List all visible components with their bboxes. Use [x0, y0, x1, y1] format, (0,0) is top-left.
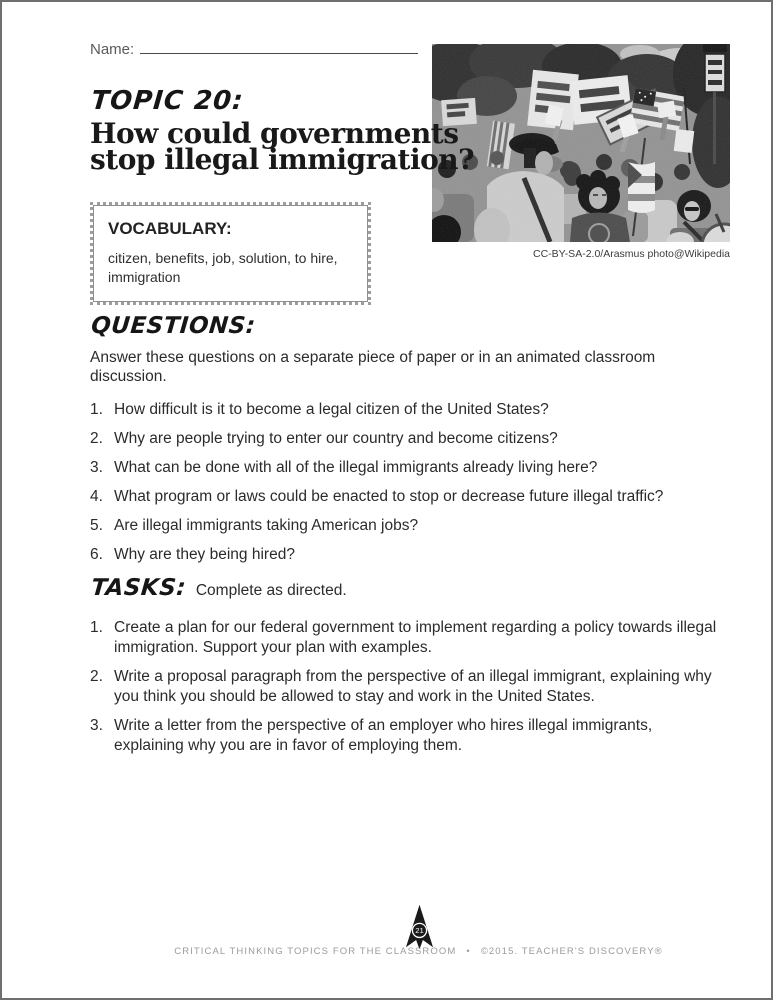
question-item — [90, 429, 714, 448]
footer-copyright: ©2015. TEACHER'S DISCOVERY® — [480, 946, 663, 957]
question-item — [90, 458, 714, 477]
question-number: 4. — [90, 488, 103, 505]
publisher-logo-icon — [405, 904, 434, 950]
tasks-heading: TASKS: — [90, 575, 188, 601]
task-number: 2. — [90, 668, 103, 685]
question-number: 3. — [90, 459, 103, 476]
task-text: Create a plan for our federal government to implement regarding a policy towards illegal immigration. Support your plan with examples. — [114, 619, 717, 656]
questions-heading: QUESTIONS: — [90, 313, 257, 339]
footer-series: CRITICAL THINKING TOPICS FOR THE CLASSROOM — [174, 946, 457, 957]
questions-list — [90, 400, 714, 564]
task-item — [90, 618, 717, 658]
vocabulary-words: citizen, benefits, job, solution, to hire, immigration — [108, 250, 338, 285]
footer-bullet: • — [466, 946, 471, 957]
task-number: 3. — [90, 717, 103, 734]
footer-line — [66, 946, 771, 957]
tasks-list — [90, 618, 717, 756]
question-item — [90, 516, 714, 535]
question-text: Why are people trying to enter our country and become citizens? — [114, 430, 558, 447]
tasks-section — [90, 574, 717, 765]
question-text: Why are they being hired? — [114, 546, 295, 563]
page-title-line2: stop illegal immigration? — [90, 143, 475, 176]
question-text: What program or laws could be enacted to stop or decrease future illegal traffic? — [114, 488, 664, 505]
question-number: 1. — [90, 401, 103, 418]
question-number: 2. — [90, 430, 103, 447]
question-text: How difficult is it to become a legal citizen of the United States? — [114, 401, 549, 418]
question-text: What can be done with all of the illegal immigrants already living here? — [114, 459, 598, 476]
questions-intro: Answer these questions on a separate piece of paper or in an animated classroom discussion. — [90, 349, 656, 385]
question-item — [90, 400, 714, 419]
name-blank-line — [140, 40, 418, 54]
questions-section — [90, 312, 714, 574]
vocabulary-heading: VOCABULARY: — [108, 219, 232, 238]
task-text: Write a letter from the perspective of an employer who hires illegal immigrants, explaining why you are in favor of employing them. — [114, 717, 653, 754]
photo-credit: CC-BY-SA-2.0/Arasmus photo@Wikipedia — [532, 248, 730, 260]
question-number: 5. — [90, 517, 103, 534]
question-text: Are illegal immigrants taking American jobs? — [114, 517, 419, 534]
topic-label: TOPIC 20: — [90, 86, 245, 116]
question-item — [90, 487, 714, 506]
rally-photo — [432, 44, 730, 242]
page-title — [90, 117, 475, 176]
name-label: Name: — [90, 41, 135, 58]
task-item — [90, 667, 717, 707]
tasks-intro: Complete as directed. — [195, 582, 347, 599]
vocabulary-box — [90, 202, 371, 305]
footer-page-number: 21 — [415, 926, 424, 936]
task-item — [90, 716, 717, 756]
task-number: 1. — [90, 619, 103, 636]
name-row — [90, 40, 418, 59]
task-text: Write a proposal paragraph from the perspective of an illegal immigrant, explaining why you think you should be allowed to stay and work in the United States. — [114, 668, 712, 705]
question-item — [90, 545, 714, 564]
question-number: 6. — [90, 546, 103, 563]
page-title-line1: How could governments — [90, 117, 459, 150]
tasks-heading-row — [90, 574, 717, 602]
